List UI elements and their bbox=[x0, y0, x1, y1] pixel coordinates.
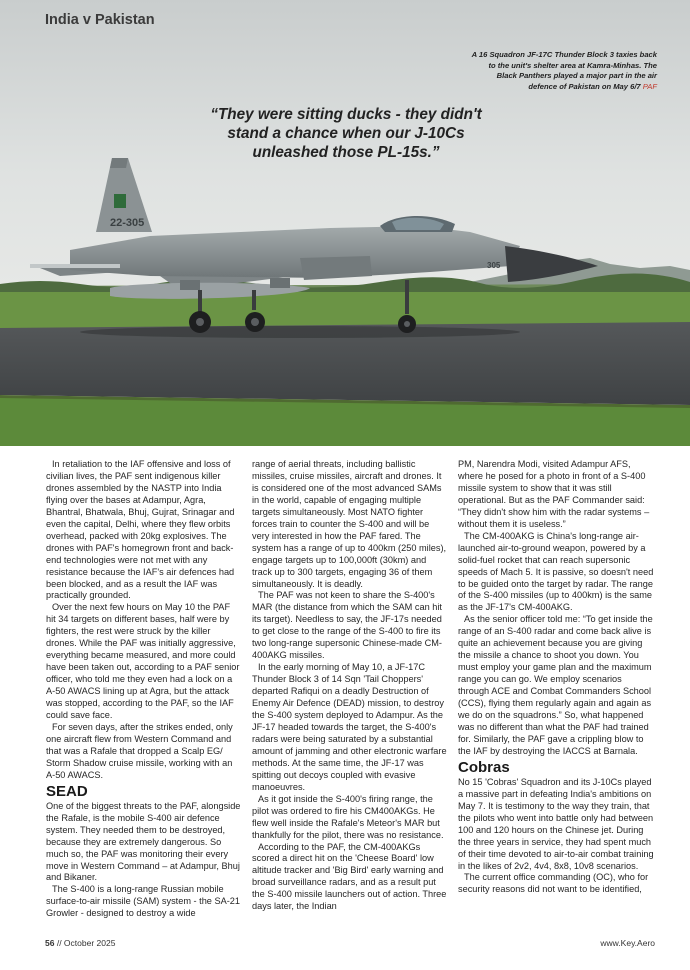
paragraph: For seven days, after the strikes ended, only one aircraft flew from Western Command and that was a Rafale that dropped a Scalp EG/ Storm Shadow cruise missile, working with an A-50 AWACS. bbox=[46, 721, 233, 780]
paragraph: One of the biggest threats to the PAF, alongside the Rafale, is the mobile S-400 air defence system. They needed them to be destroyed, because they are extremely dangerous. So much so, the PAF was monitoring their every move in Western Command – at Adampur, Bhuj and Bikaner. bbox=[46, 800, 241, 883]
photo-caption bbox=[467, 50, 657, 92]
photo-credit: PAF bbox=[642, 81, 657, 91]
issue-date: // October 2025 bbox=[56, 938, 116, 948]
article-column-2 bbox=[252, 459, 448, 913]
pull-quote: “They were sitting ducks - they didn't stand a chance when our J-10Cs unleashed those PL-15s.” bbox=[210, 106, 482, 161]
website-link[interactable]: www.Key.Aero bbox=[600, 938, 655, 948]
section-title: India v Pakistan bbox=[45, 12, 155, 28]
paragraph: The current office commanding (OC), who for security reasons did not want to be identified, bbox=[458, 872, 649, 895]
article-column-1 bbox=[46, 459, 242, 920]
paragraph: The CM-400AKG is China's long-range air-launched air-to-ground weapon, powered by a solid-fuel rocket that can reach supersonic speeds of Mach 5. It is passive, so doesn't need to be guided onto the target by radar. The range of the S-400 missiles (up to 400km) is the same as the JF-17's CM-400AKG. bbox=[458, 530, 654, 613]
paragraph: No 15 'Cobras' Squadron and its J-10Cs played a massive part in defeating India's ambitions on May 7. It is testimony to the way they train, that the pilots who went into battle only had between 100 and 120 hours on the Chinese jet. During the three years in service, they had spent much of their time devoted to air-to-air combat training in the likes of 2v2, 4v4, 8x8, 10v8 scenarios. bbox=[458, 776, 654, 871]
page-folio bbox=[45, 938, 115, 948]
paragraph: PM, Narendra Modi, visited Adampur AFS, where he posed for a photo in front of a S-400 missile system to show that it was still operational. But as the PAF Commander said: “They didn't show him with the radar systems – without them it is useless.” bbox=[458, 459, 650, 529]
subheading-cobras: Cobras bbox=[458, 758, 510, 776]
article-column-3 bbox=[458, 459, 654, 896]
paragraph: The S-400 is a long-range Russian mobile surface-to-air missile (SAM) system - the SA-21 Growler - designed to destroy a wide bbox=[46, 884, 241, 919]
nose-number: 305 bbox=[487, 261, 501, 270]
caption-text: A 16 Squadron JF-17C Thunder Block 3 taxies back to the unit's shelter area at Kamra-Minhas. The Black Panthers played a major part in the air defence of Pakistan on May 6/7 bbox=[471, 50, 657, 91]
paragraph: In retaliation to the IAF offensive and loss of civilian lives, the PAF sent indigenous killer drones assembled by the NASTP into India flying over the bases at Adampur, Agra, Bhantral, Bhatwala, Bhuj, Gujrat, Srinagar and even the capital, Delhi, where they flew orbits overhead, packed with 20kg explosives. The drones with PAF's homegrown front and back-end technologies were not met with any resistance because the IAF's air defences had been blocked, and as a result the IAF was practically grounded. bbox=[46, 459, 235, 601]
paragraph: Over the next few hours on May 10 the PAF hit 34 targets on different bases, half were by fighters, the rest were struck by the killer drones. While the PAF was initially aggressive, everything became measured, and more could have been taken out, according to a PAF senior officer, who told me they even had a lock on a A-50 AWACS lining up at Agra, but the attack was stopped, according to the PAF, so the IAF could save face. bbox=[46, 602, 240, 721]
paragraph: range of aerial threats, including ballistic missiles, cruise missiles, aircraft and drones. It is considered one of the most advanced SAMs in the world, capable of engaging multiple targets simultaneously. Most NATO fighter forces train to counter the S-400 and will be very interested in how the PAF fared. The system has a range of up to 400km (250 miles), engage targets up to 100,000ft (30km) and track up to 300 targets, engaging 36 of them simultaneously. It is deadly. bbox=[252, 459, 447, 589]
paragraph: As the senior officer told me: “To get inside the range of an S-400 radar and come back alive is quite an achievement because you are giving the missile a chance to shoot you down. You must employ your game plan and the maximum range you can go. We employ scenarios through ACE and Combat Commanders School (CCS), flying them regularly again and again as we do on the squadrons.” So, what happened was no different than what the PAF had trained for. Similarly, the PAF gave a crippling blow to the IAF by destroying the IACCS at Barnala. bbox=[458, 614, 653, 756]
paragraph: As it got inside the S-400's firing range, the pilot was ordered to fire his CM400AKGs. He flew well inside the Rafale's Meteor's MAR but thankfully for the pilot, there was no resistance. bbox=[252, 793, 444, 840]
paragraph: In the early morning of May 10, a JF-17C Thunder Block 3 of 14 Sqn 'Tail Choppers' departed Rafiqui on a deadly Destruction of Enemy Air Defence (DEAD) mission, to destroy the S-400 system deployed to Adampur. As the JF-17 headed towards the target, the S-400's radars were being saturated by a substantial amount of jamming and other electronic warfare methods. At the same time, the JF-17 was spitting out decoys coupled with evasive manoeuvres. bbox=[252, 662, 447, 792]
tail-number: 22-305 bbox=[110, 217, 145, 229]
page-number: 56 bbox=[45, 938, 55, 948]
subheading-sead: SEAD bbox=[46, 782, 88, 800]
paragraph: According to the PAF, the CM-400AKGs scored a direct hit on the 'Cheese Board' low altitude tracker and 'Big Bird' early warning and broad surveillance radars, and as a result put the S-400 missile launchers out of action. Three days later, the Indian bbox=[252, 841, 447, 912]
paragraph: The PAF was not keen to share the S-400's MAR (the distance from which the SAM can hit its target). Needless to say, the JF-17s needed to get close to the range of the S-400 to fire its two long-range supersonic Chinese-made CM-400AKG missiles. bbox=[252, 590, 442, 661]
